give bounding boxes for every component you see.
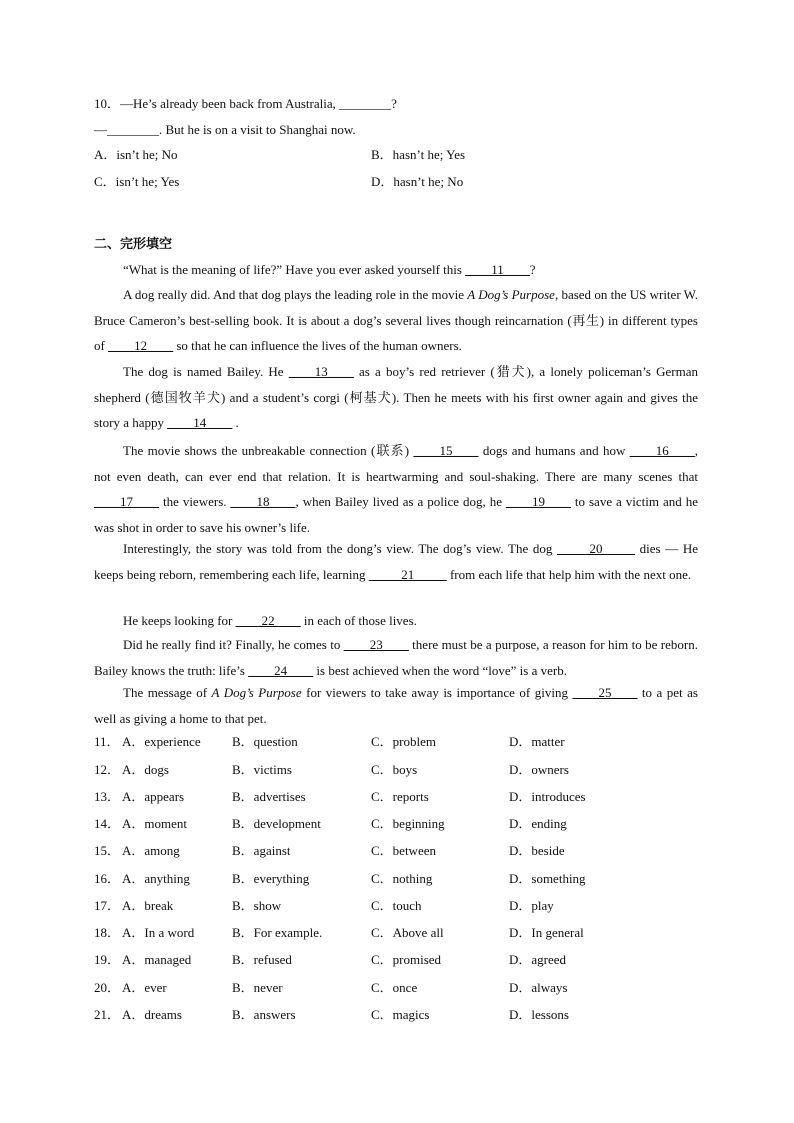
passage-paragraph-4: The movie shows the unbreakable connection (联系) ____15____ dogs and humans and how ____16____, not even death, can ever end that relation. It is heartwarming and soul-shaking. There are many scenes that ____17____ the viewers. ____18____, when Bailey lived as a police dog, he ____19____ to save a victim and he was shot in order to save his owner’s life. bbox=[94, 443, 698, 535]
blank-15: ____15____ bbox=[413, 443, 479, 458]
question-number: 14． bbox=[94, 816, 121, 831]
blank-18: ____18____ bbox=[230, 494, 296, 509]
option-c: C．nothing bbox=[371, 871, 433, 886]
option-d: D．matter bbox=[509, 734, 565, 749]
blank-12: ____12____ bbox=[108, 338, 174, 353]
question-number: 13． bbox=[94, 789, 121, 804]
question-number: 17． bbox=[94, 898, 121, 913]
option-a: A．experience bbox=[122, 734, 201, 749]
passage-paragraph-1: “What is the meaning of life?” Have you ever asked yourself this ____11____? bbox=[123, 262, 536, 277]
option-b: B．development bbox=[232, 816, 321, 831]
option-a: A．anything bbox=[122, 871, 190, 886]
passage-paragraph-6: He keeps looking for ____22____ in each of those lives. bbox=[123, 613, 417, 628]
movie-title: A Dog’s Purpose bbox=[467, 287, 555, 302]
passage-paragraph-3: The dog is named Bailey. He ____13____ as a boy’s red retriever (猎犬), a lonely policeman’s German shepherd (德国牧羊犬) and a student’s corgi (柯基犬). Then he meets with his first owner again and gives the story a happy ____14____ . bbox=[94, 364, 698, 430]
q10-option-c: C．isn’t he; Yes bbox=[94, 174, 180, 189]
option-d: D．owners bbox=[509, 762, 569, 777]
option-c: C．magics bbox=[371, 1007, 430, 1022]
option-a: A．moment bbox=[122, 816, 187, 831]
option-b: B．victims bbox=[232, 762, 292, 777]
q10-answer-line: —________. But he is on a visit to Shanghai now. bbox=[94, 122, 356, 137]
blank-13: ____13____ bbox=[288, 364, 354, 379]
option-d: D．lessons bbox=[509, 1007, 569, 1022]
blank-25: ____25____ bbox=[572, 685, 638, 700]
option-d: D．always bbox=[509, 980, 568, 995]
option-b: B．against bbox=[232, 843, 291, 858]
option-c: C．beginning bbox=[371, 816, 445, 831]
question-number: 18． bbox=[94, 925, 121, 940]
option-a: A．dogs bbox=[122, 762, 169, 777]
option-a: A．In a word bbox=[122, 925, 195, 940]
option-a: A．dreams bbox=[122, 1007, 182, 1022]
option-a: A．managed bbox=[122, 952, 192, 967]
option-d: D．In general bbox=[509, 925, 584, 940]
option-b: B．answers bbox=[232, 1007, 296, 1022]
option-c: C．Above all bbox=[371, 925, 444, 940]
movie-title: A Dog’s Purpose bbox=[211, 685, 302, 700]
option-c: C．between bbox=[371, 843, 436, 858]
option-d: D．beside bbox=[509, 843, 565, 858]
passage-paragraph-2: A dog really did. And that dog plays the leading role in the movie A Dog’s Purpose, based on the US writer W. Bruce Cameron’s best-selling book. It is about a dog’s several lives though reincarnation (再生) in different types of ____12____ so that he can influence the lives of the human owners. bbox=[94, 287, 698, 353]
q10-option-d: D．hasn’t he; No bbox=[371, 174, 464, 189]
blank-21: _____21_____ bbox=[368, 566, 447, 582]
question-number: 11． bbox=[94, 734, 120, 749]
option-c: C．once bbox=[371, 980, 418, 995]
option-b: B．everything bbox=[232, 871, 310, 886]
option-c: C．reports bbox=[371, 789, 429, 804]
option-b: B．never bbox=[232, 980, 283, 995]
blank-20: _____20_____ bbox=[557, 541, 636, 556]
option-a: A．among bbox=[122, 843, 180, 858]
passage-paragraph-5: Interestingly, the story was told from the dong’s view. The dog’s view. The dog _____20_____ dies — He keeps being reborn, remembering each life, learning _____21_____ from each life that help him with the next one. bbox=[94, 541, 698, 582]
blank-16: ____16____ bbox=[629, 443, 695, 458]
q10-question: 10．—He’s already been back from Australia, ________? bbox=[94, 96, 397, 111]
q10-option-a: A．isn’t he; No bbox=[94, 147, 178, 162]
option-c: C．touch bbox=[371, 898, 422, 913]
passage-paragraph-8: The message of A Dog’s Purpose for viewers to take away is importance of giving ____25____ to a pet as well as giving a home to that pet. bbox=[94, 685, 698, 726]
option-a: A．appears bbox=[122, 789, 185, 804]
blank-22: ____22____ bbox=[235, 613, 301, 628]
question-number: 21． bbox=[94, 1007, 121, 1022]
option-c: C．promised bbox=[371, 952, 442, 967]
question-number: 12． bbox=[94, 762, 121, 777]
blank-24: ____24____ bbox=[248, 662, 314, 678]
option-c: C．problem bbox=[371, 734, 436, 749]
option-a: A．ever bbox=[122, 980, 167, 995]
option-c: C．boys bbox=[371, 762, 418, 777]
question-number: 16． bbox=[94, 871, 121, 886]
option-b: B．refused bbox=[232, 952, 292, 967]
option-d: D．agreed bbox=[509, 952, 567, 967]
option-d: D．play bbox=[509, 898, 554, 913]
blank-17: ____17____ bbox=[94, 494, 159, 509]
option-b: B．question bbox=[232, 734, 298, 749]
blank-23: ____23____ bbox=[343, 637, 409, 652]
section-heading: 二、完形填空 bbox=[94, 237, 173, 252]
option-d: D．ending bbox=[509, 816, 567, 831]
option-d: D．something bbox=[509, 871, 586, 886]
option-b: B．show bbox=[232, 898, 282, 913]
option-b: B．For example. bbox=[232, 925, 323, 940]
question-number: 19． bbox=[94, 952, 121, 967]
question-number: 20． bbox=[94, 980, 121, 995]
blank-19: ____19____ bbox=[505, 494, 571, 509]
blank-14: ____14____ bbox=[167, 415, 233, 430]
q10-option-b: B．hasn’t he; Yes bbox=[371, 147, 466, 162]
passage-paragraph-7: Did he really find it? Finally, he comes to ____23____ there must be a purpose, a reason for him to be reborn. Bailey knows the truth: life’s ____24____ is best achieved when the word “love” is a verb. bbox=[94, 637, 698, 678]
option-d: D．introduces bbox=[509, 789, 586, 804]
option-a: A．break bbox=[122, 898, 174, 913]
option-b: B．advertises bbox=[232, 789, 306, 804]
question-number: 15． bbox=[94, 843, 121, 858]
blank-11: ____11____ bbox=[465, 262, 530, 277]
